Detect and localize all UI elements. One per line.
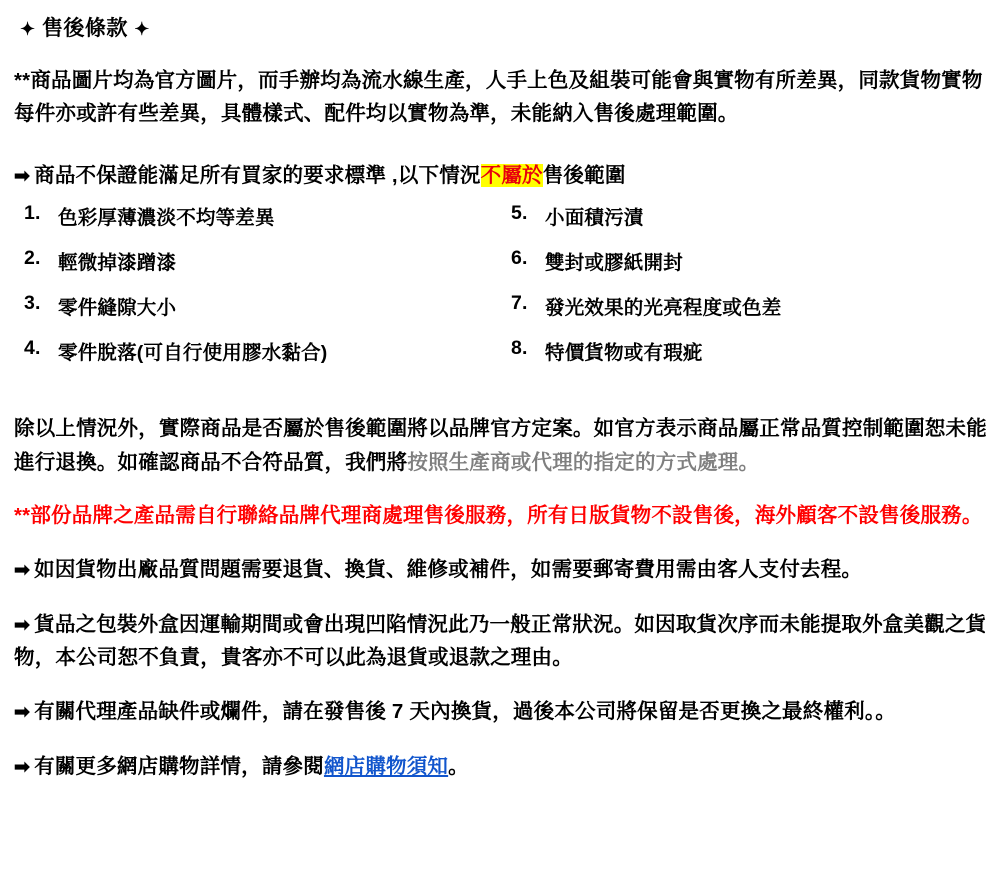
note-shopping-guide-text-after: 。 [448, 755, 469, 779]
list-item-number: 6. [511, 247, 528, 270]
exclusion-list-right [501, 202, 988, 382]
list-item-label: 雙封或膠紙開封 [545, 252, 683, 275]
policy-paragraph-part2: 按照生產商或代理的指定的方式處理。 [407, 450, 760, 474]
page-title [20, 12, 988, 42]
exclusion-highlight: 不屬於 [480, 164, 543, 188]
intro-paragraph: **商品圖片均為官方圖片，而手辦均為流水線生產，人手上色及組裝可能會與實物有所差異，同款貨物實物每件亦或許有些差異，具體樣式、配件均以實物為準，未能納入售後處理範圍。 [14, 69, 983, 126]
arrow-right-icon: ➡ [14, 757, 31, 779]
exclusion-lead-line [14, 158, 988, 188]
star-right-icon: ✦ [134, 19, 150, 39]
arrow-right-icon: ➡ [14, 166, 31, 188]
exclusion-lists [14, 202, 988, 382]
list-item-label: 色彩厚薄濃淡不均等差異 [58, 207, 275, 230]
list-item-number: 7. [511, 292, 528, 315]
note-packaging-dent-text: 貨品之包裝外盒因運輸期間或會出現凹陷情況此乃一般正常狀況。如因取貨次序而未能提取外盒美觀之貨物，本公司恕不負責，貴客亦不可以此為退貨或退款之理由。 [14, 612, 987, 669]
list-item-label: 零件脫落(可自行使用膠水黏合) [58, 342, 328, 365]
list-item-label: 輕微掉漆蹭漆 [58, 252, 177, 275]
note-missing-parts [14, 696, 988, 729]
list-item-number: 2. [24, 247, 41, 270]
policy-paragraph-part1: 除以上情況外，實際商品是否屬於售後範圍將以品牌官方定案。如官方表示商品屬正常品質控制範圍恕未能進行退換。如確認商品不合符品質，我們將 [14, 417, 987, 474]
policy-paragraph [14, 412, 988, 478]
note-packaging-dent [14, 609, 988, 675]
red-notice: **部份品牌之產品需自行聯絡品牌代理商處理售後服務，所有日版貨物不設售後，海外顧客不設售後服務。 [14, 503, 983, 527]
list-item-label: 零件縫隙大小 [58, 297, 177, 320]
list-item-label: 小面積污漬 [545, 207, 644, 230]
list-item [24, 202, 501, 230]
list-item [511, 202, 988, 230]
list-item-number: 1. [24, 202, 41, 225]
list-item-label: 發光效果的光亮程度或色差 [545, 297, 782, 320]
exclusion-list-left [14, 202, 501, 382]
note-shipping-fee [14, 554, 988, 587]
list-item [24, 292, 501, 320]
list-item-number: 8. [511, 337, 528, 360]
list-item-number: 3. [24, 292, 41, 315]
list-item-number: 5. [511, 202, 528, 225]
arrow-right-icon: ➡ [14, 614, 31, 636]
list-item [511, 292, 988, 320]
note-shopping-guide-text-before: 有關更多網店購物詳情，請參閱 [34, 755, 324, 779]
list-item [511, 337, 988, 365]
star-left-icon: ✦ [20, 19, 36, 39]
arrow-right-icon: ➡ [14, 560, 31, 582]
note-shopping-guide [14, 751, 988, 784]
list-item [24, 247, 501, 275]
page-title-text: 售後條款 [41, 17, 128, 40]
exclusion-lead-text-before: 商品不保證能滿足所有買家的要求標準 ,以下情況 [34, 164, 481, 188]
list-item [511, 247, 988, 275]
exclusion-lead-text-after: 售後範圍 [542, 164, 626, 188]
arrow-right-icon: ➡ [14, 702, 31, 724]
list-item-label: 特價貨物或有瑕疵 [545, 342, 703, 365]
list-item-number: 4. [24, 337, 41, 360]
list-item [24, 337, 501, 365]
note-missing-parts-text: 有關代理產品缺件或爛件，請在發售後 7 天內換貨，過後本公司將保留是否更換之最終權利。。 [34, 700, 896, 724]
note-shipping-fee-text: 如因貨物出廠品質問題需要退貨、換貨、維修或補件，如需要郵寄費用需由客人支付去程。 [34, 558, 863, 582]
shopping-guide-link[interactable]: 網店購物須知 [323, 755, 449, 779]
